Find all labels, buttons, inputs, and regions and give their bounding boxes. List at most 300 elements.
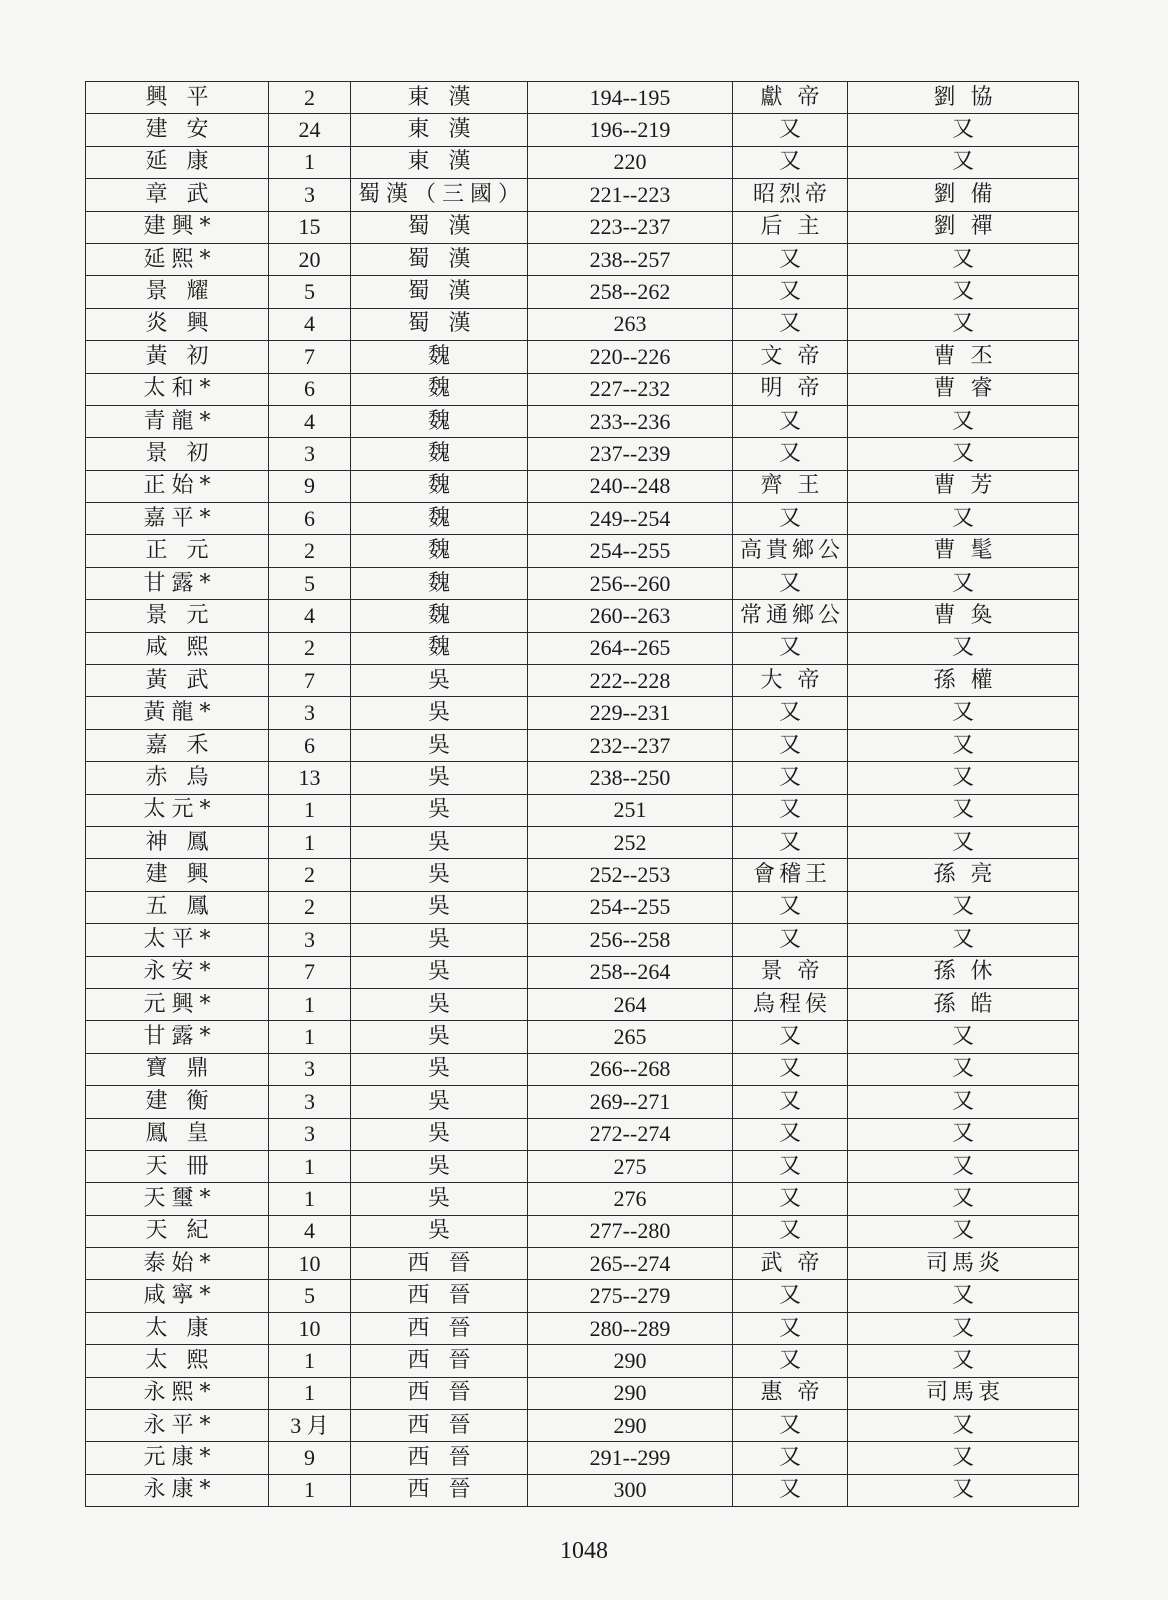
years-count-cell: 3 — [269, 924, 351, 956]
years-count-cell: 2 — [269, 891, 351, 923]
years-count-cell: 4 — [269, 1215, 351, 1247]
years-count-cell: 3 — [269, 438, 351, 470]
era-name-cell: 建 安 — [86, 114, 269, 146]
year-span-cell: 229--231 — [528, 697, 733, 729]
emperor-name-cell: 又 — [848, 1312, 1079, 1344]
emperor-title-cell: 又 — [733, 729, 848, 761]
dynasty-cell: 吳 — [351, 665, 528, 697]
year-span-cell: 227--232 — [528, 373, 733, 405]
table-row — [86, 600, 1079, 632]
emperor-title-cell: 景 帝 — [733, 956, 848, 988]
dynasty-cell: 魏 — [351, 632, 528, 664]
year-span-cell: 290 — [528, 1345, 733, 1377]
years-count-cell: 4 — [269, 308, 351, 340]
emperor-title-cell: 又 — [733, 405, 848, 437]
era-name-cell: 寶 鼎 — [86, 1053, 269, 1085]
emperor-name-cell: 孫 休 — [848, 956, 1079, 988]
dynasty-cell: 吳 — [351, 1086, 528, 1118]
emperor-name-cell: 又 — [848, 891, 1079, 923]
dynasty-cell: 東 漢 — [351, 146, 528, 178]
dynasty-cell: 魏 — [351, 600, 528, 632]
year-span-cell: 276 — [528, 1183, 733, 1215]
year-span-cell: 252 — [528, 826, 733, 858]
years-count-cell: 1 — [269, 1183, 351, 1215]
dynasty-cell: 魏 — [351, 503, 528, 535]
emperor-name-cell: 又 — [848, 438, 1079, 470]
dynasty-cell: 吳 — [351, 826, 528, 858]
emperor-name-cell: 孫 皓 — [848, 988, 1079, 1020]
era-name-cell: 甘露* — [86, 567, 269, 599]
dynasty-cell: 東 漢 — [351, 82, 528, 114]
table-row — [86, 1280, 1079, 1312]
emperor-name-cell: 又 — [848, 697, 1079, 729]
era-name-cell: 建 興 — [86, 859, 269, 891]
years-count-cell: 3 — [269, 697, 351, 729]
emperor-name-cell: 又 — [848, 1280, 1079, 1312]
table-row — [86, 82, 1079, 114]
era-name-cell: 泰始* — [86, 1248, 269, 1280]
year-span-cell: 221--223 — [528, 179, 733, 211]
emperor-name-cell: 孫 權 — [848, 665, 1079, 697]
table-row — [86, 535, 1079, 567]
years-count-cell: 20 — [269, 243, 351, 275]
dynasty-cell: 西 晉 — [351, 1312, 528, 1344]
emperor-title-cell: 又 — [733, 1474, 848, 1506]
year-span-cell: 238--250 — [528, 762, 733, 794]
emperor-title-cell: 又 — [733, 826, 848, 858]
year-span-cell: 291--299 — [528, 1442, 733, 1474]
table-row — [86, 503, 1079, 535]
emperor-name-cell: 又 — [848, 1086, 1079, 1118]
era-name-cell: 天 紀 — [86, 1215, 269, 1247]
emperor-title-cell: 又 — [733, 1215, 848, 1247]
emperor-title-cell: 文 帝 — [733, 341, 848, 373]
year-span-cell: 263 — [528, 308, 733, 340]
dynasty-cell: 吳 — [351, 729, 528, 761]
dynasty-cell: 吳 — [351, 859, 528, 891]
year-span-cell: 272--274 — [528, 1118, 733, 1150]
emperor-title-cell: 又 — [733, 1183, 848, 1215]
years-count-cell: 3 — [269, 1118, 351, 1150]
emperor-title-cell: 武 帝 — [733, 1248, 848, 1280]
era-name-cell: 建興* — [86, 211, 269, 243]
emperor-name-cell: 孫 亮 — [848, 859, 1079, 891]
dynasty-cell: 蜀漢（三國） — [351, 179, 528, 211]
era-name-cell: 天 冊 — [86, 1150, 269, 1182]
dynasty-cell: 魏 — [351, 567, 528, 599]
table-row — [86, 1053, 1079, 1085]
years-count-cell: 9 — [269, 1442, 351, 1474]
era-name-cell: 景 耀 — [86, 276, 269, 308]
years-count-cell: 2 — [269, 632, 351, 664]
years-count-cell: 1 — [269, 794, 351, 826]
emperor-title-cell: 又 — [733, 762, 848, 794]
year-span-cell: 237--239 — [528, 438, 733, 470]
table-row — [86, 956, 1079, 988]
emperor-title-cell: 又 — [733, 697, 848, 729]
year-span-cell: 275--279 — [528, 1280, 733, 1312]
dynasty-cell: 吳 — [351, 762, 528, 794]
emperor-name-cell: 又 — [848, 762, 1079, 794]
emperor-title-cell: 又 — [733, 1150, 848, 1182]
table-row — [86, 1474, 1079, 1506]
years-count-cell: 2 — [269, 535, 351, 567]
years-count-cell: 7 — [269, 341, 351, 373]
emperor-title-cell: 又 — [733, 1442, 848, 1474]
years-count-cell: 3 — [269, 1086, 351, 1118]
emperor-title-cell: 又 — [733, 1021, 848, 1053]
year-span-cell: 265--274 — [528, 1248, 733, 1280]
year-span-cell: 275 — [528, 1150, 733, 1182]
era-name-cell: 天璽* — [86, 1183, 269, 1215]
year-span-cell: 265 — [528, 1021, 733, 1053]
emperor-title-cell: 惠 帝 — [733, 1377, 848, 1409]
years-count-cell: 1 — [269, 826, 351, 858]
years-count-cell: 13 — [269, 762, 351, 794]
era-name-table — [85, 81, 1079, 1507]
table-row — [86, 1150, 1079, 1182]
era-name-cell: 永康* — [86, 1474, 269, 1506]
years-count-cell: 3 — [269, 179, 351, 211]
years-count-cell: 5 — [269, 1280, 351, 1312]
era-name-cell: 永安* — [86, 956, 269, 988]
table-row — [86, 988, 1079, 1020]
dynasty-cell: 魏 — [351, 405, 528, 437]
dynasty-cell: 蜀 漢 — [351, 276, 528, 308]
era-name-cell: 咸 熙 — [86, 632, 269, 664]
dynasty-cell: 東 漢 — [351, 114, 528, 146]
table-row — [86, 1377, 1079, 1409]
emperor-name-cell: 又 — [848, 503, 1079, 535]
dynasty-cell: 魏 — [351, 341, 528, 373]
year-span-cell: 256--260 — [528, 567, 733, 599]
dynasty-cell: 吳 — [351, 956, 528, 988]
emperor-title-cell: 又 — [733, 243, 848, 275]
table-row — [86, 859, 1079, 891]
years-count-cell: 1 — [269, 1150, 351, 1182]
dynasty-cell: 西 晉 — [351, 1248, 528, 1280]
table-row — [86, 632, 1079, 664]
era-name-cell: 章 武 — [86, 179, 269, 211]
years-count-cell: 6 — [269, 503, 351, 535]
emperor-name-cell: 又 — [848, 729, 1079, 761]
dynasty-cell: 魏 — [351, 438, 528, 470]
era-name-cell: 延熙* — [86, 243, 269, 275]
emperor-title-cell: 又 — [733, 924, 848, 956]
page-number: 1048 — [560, 1538, 608, 1564]
dynasty-cell: 西 晉 — [351, 1442, 528, 1474]
year-span-cell: 264--265 — [528, 632, 733, 664]
emperor-title-cell: 昭烈帝 — [733, 179, 848, 211]
emperor-name-cell: 曹 髦 — [848, 535, 1079, 567]
year-span-cell: 222--228 — [528, 665, 733, 697]
table-row — [86, 308, 1079, 340]
emperor-name-cell: 又 — [848, 243, 1079, 275]
era-name-cell: 青龍* — [86, 405, 269, 437]
table-row — [86, 1118, 1079, 1150]
table-row — [86, 243, 1079, 275]
emperor-name-cell: 又 — [848, 567, 1079, 599]
emperor-name-cell: 又 — [848, 1150, 1079, 1182]
dynasty-cell: 西 晉 — [351, 1474, 528, 1506]
dynasty-cell: 吳 — [351, 1183, 528, 1215]
emperor-title-cell: 又 — [733, 146, 848, 178]
table-row — [86, 924, 1079, 956]
year-span-cell: 233--236 — [528, 405, 733, 437]
years-count-cell: 6 — [269, 729, 351, 761]
table-row — [86, 729, 1079, 761]
years-count-cell: 1 — [269, 146, 351, 178]
emperor-title-cell: 又 — [733, 1118, 848, 1150]
era-table-body — [86, 82, 1079, 1507]
table-row — [86, 1248, 1079, 1280]
era-name-cell: 太平* — [86, 924, 269, 956]
table-row — [86, 146, 1079, 178]
year-span-cell: 256--258 — [528, 924, 733, 956]
years-count-cell: 7 — [269, 956, 351, 988]
dynasty-cell: 吳 — [351, 1118, 528, 1150]
emperor-title-cell: 明 帝 — [733, 373, 848, 405]
year-span-cell: 254--255 — [528, 535, 733, 567]
years-count-cell: 5 — [269, 567, 351, 599]
table-row — [86, 794, 1079, 826]
years-count-cell: 24 — [269, 114, 351, 146]
year-span-cell: 280--289 — [528, 1312, 733, 1344]
emperor-name-cell: 司馬炎 — [848, 1248, 1079, 1280]
table-row — [86, 276, 1079, 308]
era-name-cell: 神 鳳 — [86, 826, 269, 858]
table-row — [86, 697, 1079, 729]
emperor-title-cell: 又 — [733, 308, 848, 340]
years-count-cell: 1 — [269, 1345, 351, 1377]
emperor-name-cell: 又 — [848, 276, 1079, 308]
emperor-title-cell: 烏程侯 — [733, 988, 848, 1020]
emperor-name-cell: 又 — [848, 1183, 1079, 1215]
era-name-cell: 黃 初 — [86, 341, 269, 373]
emperor-title-cell: 又 — [733, 438, 848, 470]
years-count-cell: 7 — [269, 665, 351, 697]
table-row — [86, 1410, 1079, 1442]
years-count-cell: 3 月 — [269, 1410, 351, 1442]
year-span-cell: 264 — [528, 988, 733, 1020]
era-name-cell: 太和* — [86, 373, 269, 405]
emperor-title-cell: 齊 王 — [733, 470, 848, 502]
years-count-cell: 6 — [269, 373, 351, 405]
year-span-cell: 290 — [528, 1377, 733, 1409]
era-name-cell: 嘉 禾 — [86, 729, 269, 761]
emperor-name-cell: 又 — [848, 632, 1079, 664]
emperor-name-cell: 曹 芳 — [848, 470, 1079, 502]
table-row — [86, 438, 1079, 470]
year-span-cell: 251 — [528, 794, 733, 826]
era-name-cell: 黃龍* — [86, 697, 269, 729]
years-count-cell: 1 — [269, 988, 351, 1020]
year-span-cell: 266--268 — [528, 1053, 733, 1085]
era-name-cell: 元興* — [86, 988, 269, 1020]
dynasty-cell: 蜀 漢 — [351, 243, 528, 275]
era-name-cell: 咸寧* — [86, 1280, 269, 1312]
table-row — [86, 470, 1079, 502]
emperor-name-cell: 又 — [848, 1442, 1079, 1474]
years-count-cell: 1 — [269, 1377, 351, 1409]
emperor-title-cell: 大 帝 — [733, 665, 848, 697]
year-span-cell: 249--254 — [528, 503, 733, 535]
era-name-cell: 太 康 — [86, 1312, 269, 1344]
years-count-cell: 4 — [269, 600, 351, 632]
emperor-title-cell: 又 — [733, 1345, 848, 1377]
era-name-cell: 嘉平* — [86, 503, 269, 535]
table-row — [86, 891, 1079, 923]
table-row — [86, 1442, 1079, 1474]
years-count-cell: 2 — [269, 82, 351, 114]
dynasty-cell: 吳 — [351, 794, 528, 826]
year-span-cell: 254--255 — [528, 891, 733, 923]
emperor-title-cell: 又 — [733, 891, 848, 923]
years-count-cell: 2 — [269, 859, 351, 891]
year-span-cell: 269--271 — [528, 1086, 733, 1118]
emperor-name-cell: 又 — [848, 924, 1079, 956]
year-span-cell: 290 — [528, 1410, 733, 1442]
era-name-cell: 永熙* — [86, 1377, 269, 1409]
dynasty-cell: 西 晉 — [351, 1377, 528, 1409]
table-row — [86, 211, 1079, 243]
years-count-cell: 4 — [269, 405, 351, 437]
year-span-cell: 258--264 — [528, 956, 733, 988]
era-name-cell: 興 平 — [86, 82, 269, 114]
emperor-name-cell: 又 — [848, 1118, 1079, 1150]
dynasty-cell: 西 晉 — [351, 1280, 528, 1312]
years-count-cell: 10 — [269, 1312, 351, 1344]
dynasty-cell: 吳 — [351, 697, 528, 729]
year-span-cell: 194--195 — [528, 82, 733, 114]
table-row — [86, 762, 1079, 794]
emperor-title-cell: 獻 帝 — [733, 82, 848, 114]
table-row — [86, 179, 1079, 211]
emperor-name-cell: 劉 備 — [848, 179, 1079, 211]
dynasty-cell: 吳 — [351, 891, 528, 923]
table-row — [86, 405, 1079, 437]
dynasty-cell: 蜀 漢 — [351, 308, 528, 340]
era-name-cell: 五 鳳 — [86, 891, 269, 923]
era-name-cell: 黃 武 — [86, 665, 269, 697]
emperor-name-cell: 又 — [848, 1474, 1079, 1506]
era-name-cell: 正始* — [86, 470, 269, 502]
emperor-name-cell: 曹 奐 — [848, 600, 1079, 632]
year-span-cell: 258--262 — [528, 276, 733, 308]
emperor-name-cell: 又 — [848, 114, 1079, 146]
dynasty-cell: 魏 — [351, 470, 528, 502]
year-span-cell: 238--257 — [528, 243, 733, 275]
years-count-cell: 15 — [269, 211, 351, 243]
years-count-cell: 10 — [269, 1248, 351, 1280]
table-row — [86, 1183, 1079, 1215]
emperor-title-cell: 又 — [733, 1280, 848, 1312]
era-name-cell: 建 衡 — [86, 1086, 269, 1118]
emperor-title-cell: 又 — [733, 503, 848, 535]
emperor-name-cell: 又 — [848, 1410, 1079, 1442]
table-row — [86, 341, 1079, 373]
dynasty-cell: 魏 — [351, 373, 528, 405]
year-span-cell: 196--219 — [528, 114, 733, 146]
era-name-cell: 赤 烏 — [86, 762, 269, 794]
dynasty-cell: 吳 — [351, 988, 528, 1020]
year-span-cell: 232--237 — [528, 729, 733, 761]
years-count-cell: 1 — [269, 1021, 351, 1053]
emperor-title-cell: 常通鄉公 — [733, 600, 848, 632]
dynasty-cell: 西 晉 — [351, 1345, 528, 1377]
emperor-name-cell: 又 — [848, 405, 1079, 437]
dynasty-cell: 吳 — [351, 924, 528, 956]
table-row — [86, 1312, 1079, 1344]
era-name-cell: 元康* — [86, 1442, 269, 1474]
emperor-title-cell: 又 — [733, 794, 848, 826]
emperor-name-cell: 又 — [848, 146, 1079, 178]
emperor-name-cell: 曹 睿 — [848, 373, 1079, 405]
table-row — [86, 114, 1079, 146]
emperor-title-cell: 會稽王 — [733, 859, 848, 891]
emperor-title-cell: 又 — [733, 1053, 848, 1085]
table-row — [86, 1021, 1079, 1053]
era-name-cell: 太 熙 — [86, 1345, 269, 1377]
emperor-name-cell: 又 — [848, 1053, 1079, 1085]
emperor-name-cell: 又 — [848, 1021, 1079, 1053]
era-name-cell: 景 元 — [86, 600, 269, 632]
years-count-cell: 5 — [269, 276, 351, 308]
dynasty-cell: 吳 — [351, 1150, 528, 1182]
emperor-title-cell: 后 主 — [733, 211, 848, 243]
emperor-name-cell: 又 — [848, 1345, 1079, 1377]
emperor-title-cell: 又 — [733, 1312, 848, 1344]
year-span-cell: 300 — [528, 1474, 733, 1506]
dynasty-cell: 吳 — [351, 1021, 528, 1053]
dynasty-cell: 西 晉 — [351, 1410, 528, 1442]
table-row — [86, 1215, 1079, 1247]
emperor-title-cell: 高貴鄉公 — [733, 535, 848, 567]
era-name-cell: 永平* — [86, 1410, 269, 1442]
emperor-name-cell: 又 — [848, 826, 1079, 858]
table-row — [86, 373, 1079, 405]
emperor-title-cell: 又 — [733, 276, 848, 308]
years-count-cell: 3 — [269, 1053, 351, 1085]
emperor-title-cell: 又 — [733, 567, 848, 599]
emperor-title-cell: 又 — [733, 1410, 848, 1442]
table-row — [86, 826, 1079, 858]
emperor-name-cell: 司馬衷 — [848, 1377, 1079, 1409]
table-row — [86, 665, 1079, 697]
emperor-title-cell: 又 — [733, 114, 848, 146]
era-name-cell: 甘露* — [86, 1021, 269, 1053]
year-span-cell: 220--226 — [528, 341, 733, 373]
emperor-name-cell: 又 — [848, 308, 1079, 340]
emperor-name-cell: 又 — [848, 794, 1079, 826]
dynasty-cell: 蜀 漢 — [351, 211, 528, 243]
era-name-cell: 鳳 皇 — [86, 1118, 269, 1150]
emperor-name-cell: 劉 協 — [848, 82, 1079, 114]
emperor-name-cell: 劉 禪 — [848, 211, 1079, 243]
emperor-name-cell: 曹 丕 — [848, 341, 1079, 373]
year-span-cell: 220 — [528, 146, 733, 178]
table-row — [86, 567, 1079, 599]
table-row — [86, 1345, 1079, 1377]
dynasty-cell: 魏 — [351, 535, 528, 567]
year-span-cell: 277--280 — [528, 1215, 733, 1247]
year-span-cell: 240--248 — [528, 470, 733, 502]
dynasty-cell: 吳 — [351, 1053, 528, 1085]
table-row — [86, 1086, 1079, 1118]
dynasty-cell: 吳 — [351, 1215, 528, 1247]
era-name-cell: 正 元 — [86, 535, 269, 567]
year-span-cell: 260--263 — [528, 600, 733, 632]
